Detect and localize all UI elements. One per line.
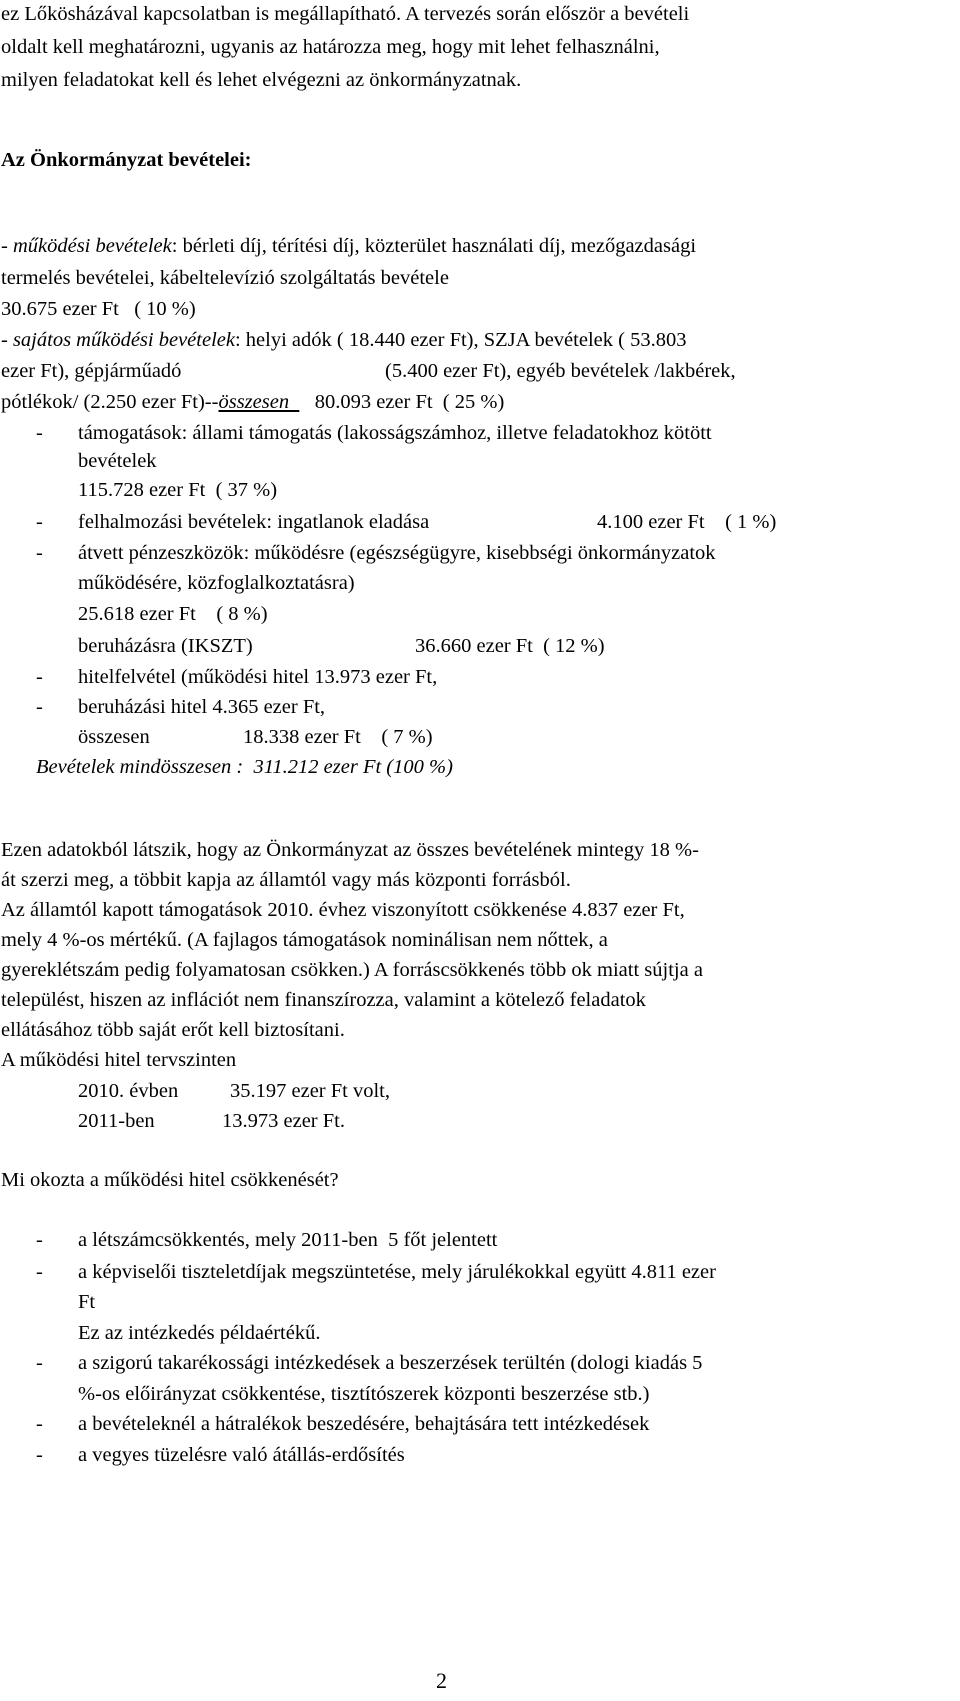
transferred-amount-2: 36.660 ezer Ft ( 12 %) [415, 635, 605, 657]
transferred-line-2: működésére, közfoglalkoztatásra) [78, 572, 355, 594]
operating-revenues-amount: 30.675 ezer Ft ( 10 %) [1, 298, 196, 320]
own-revenues-title: sajátos működési bevételek [12, 329, 235, 351]
subsidies-line-2: bevételek [78, 450, 157, 472]
loans-line-1: hitelfelvétel (működési hitel 13.973 ezer Ft, [78, 666, 438, 688]
own-revenues-line-2b: (5.400 ezer Ft), egyéb bevételek /lakbérek, [385, 360, 736, 382]
paragraph-2-line-8: A működési hitel tervszinten [1, 1049, 237, 1071]
own-revenues-text-3b: 80.093 ezer Ft ( 25 %) [314, 391, 505, 413]
loans-line-2: beruházási hitel 4.365 ezer Ft, [78, 696, 326, 718]
reason-1: a létszámcsökkentés, mely 2011-ben 5 főt jelentett [78, 1229, 498, 1251]
subsidies-amount: 115.728 ezer Ft ( 37 %) [78, 479, 278, 501]
capital-amount: 4.100 ezer Ft ( 1 %) [597, 511, 777, 533]
reason-5-dash: - [36, 1444, 43, 1466]
page-number: 2 [436, 1668, 447, 1693]
own-revenues-line-1 [1, 330, 686, 351]
reason-5: a vegyes tüzelésre való átállás-erdősítés [78, 1444, 405, 1466]
paragraph-2-line-4: mely 4 %-os mértékű. (A fajlagos támogatások nominálisan nem nőttek, a [1, 929, 608, 951]
reason-2-line-2: Ft [78, 1291, 96, 1313]
own-revenues-text-1: : helyi adók ( 18.440 ezer Ft), SZJA bevételek ( 53.803 [234, 329, 687, 351]
reason-3-dash: - [36, 1352, 43, 1374]
reason-1-dash: - [36, 1229, 43, 1251]
question: Mi okozta a működési hitel csökkenését? [1, 1169, 339, 1191]
paragraph-2-line-3: Az államtól kapott támogatások 2010. évhez viszonyított csökkenése 4.837 ezer Ft, [1, 899, 685, 921]
own-revenues-line-3 [1, 392, 504, 413]
capital-dash: - [36, 511, 43, 533]
loans-total-amount: 18.338 ezer Ft ( 7 %) [243, 726, 433, 748]
reason-2-line-3: Ez az intézkedés példaértékű. [78, 1322, 321, 1344]
paragraph-1-line-1: ez Lőkösházával kapcsolatban is megállapítható. A tervezés során először a bevételi [1, 3, 690, 25]
reason-2-line-1: a képviselői tiszteletdíjak megszüntetése, mely járulékokkal együtt 4.811 ezer [78, 1261, 716, 1283]
paragraph-2-line-5: gyereklétszám pedig folyamatosan csökken.) A forráscsökkenés több ok miatt sújtja a [1, 959, 703, 981]
reason-3-line-2: %-os előirányzat csökkentése, tisztítószerek központi beszerzése stb.) [78, 1383, 650, 1405]
own-revenues-dash: - [1, 329, 13, 351]
subsidies-line-1: támogatások: állami támogatás (lakosságszámhoz, illetve feladatokhoz kötött [78, 422, 712, 444]
paragraph-2-line-6: települést, hiszen az inflációt nem finanszírozza, valamint a kötelező feladatok [1, 989, 646, 1011]
transferred-investment-label: beruházásra (IKSZT) [78, 635, 253, 657]
transferred-dash: - [36, 542, 43, 564]
loans-dash-2: - [36, 696, 43, 718]
operating-revenues-dash: - [1, 235, 13, 257]
transferred-line-1: átvett pénzeszközök: működésre (egészségügyre, kisebbségi önkormányzatok [78, 542, 716, 564]
operating-revenues-text-1: : bérleti díj, térítési díj, közterület használati díj, mezőgazdasági [171, 235, 697, 257]
paragraph-1-line-2: oldalt kell meghatározni, ugyanis az határozza meg, hogy mit lehet felhasználni, [1, 36, 660, 58]
loan-level-year-1: 2010. évben [78, 1080, 179, 1102]
own-revenues-line-2a: ezer Ft), gépjárműadó [1, 360, 182, 382]
reason-2-dash: - [36, 1261, 43, 1283]
own-revenues-text-3a: pótlékok/ (2.250 ezer Ft)-- [1, 391, 219, 413]
paragraph-2-line-7: ellátásához több saját erőt kell biztosítani. [1, 1019, 345, 1041]
subsidies-dash: - [36, 422, 43, 444]
reason-4-dash: - [36, 1413, 43, 1435]
reason-3-line-1: a szigorú takarékossági intézkedések a beszerzések terültén (dologi kiadás 5 [78, 1352, 703, 1374]
reason-4: a bevételeknél a hátralékok beszedésére, behajtására tett intézkedések [78, 1413, 650, 1435]
loan-level-value-2: 13.973 ezer Ft. [222, 1110, 345, 1132]
operating-revenues-line-1 [1, 236, 696, 257]
heading-revenues: Az Önkormányzat bevételei: [1, 149, 252, 171]
operating-revenues-title: működési bevételek [12, 235, 172, 257]
paragraph-2-line-1: Ezen adatokból látszik, hogy az Önkormányzat az összes bevételének mintegy 18 %- [1, 839, 699, 861]
loan-level-year-2: 2011-ben [78, 1110, 155, 1132]
capital-text: felhalmozási bevételek: ingatlanok eladása [78, 511, 430, 533]
loans-total-label: összesen [78, 726, 150, 748]
loan-level-value-1: 35.197 ezer Ft volt, [230, 1080, 390, 1102]
operating-revenues-line-2: termelés bevételei, kábeltelevízió szolgáltatás bevétele [1, 267, 449, 289]
own-revenues-total-label: összesen [218, 391, 300, 413]
paragraph-1-line-3: milyen feladatokat kell és lehet elvégezni az önkormányzatnak. [1, 69, 522, 91]
paragraph-2-line-2: át szerzi meg, a többit kapja az államtól vagy más központi forrásból. [1, 869, 571, 891]
transferred-amount-1: 25.618 ezer Ft ( 8 %) [78, 603, 268, 625]
loans-dash-1: - [36, 666, 43, 688]
grand-total: Bevételek mindösszesen : 311.212 ezer Ft (100 %) [36, 756, 453, 778]
